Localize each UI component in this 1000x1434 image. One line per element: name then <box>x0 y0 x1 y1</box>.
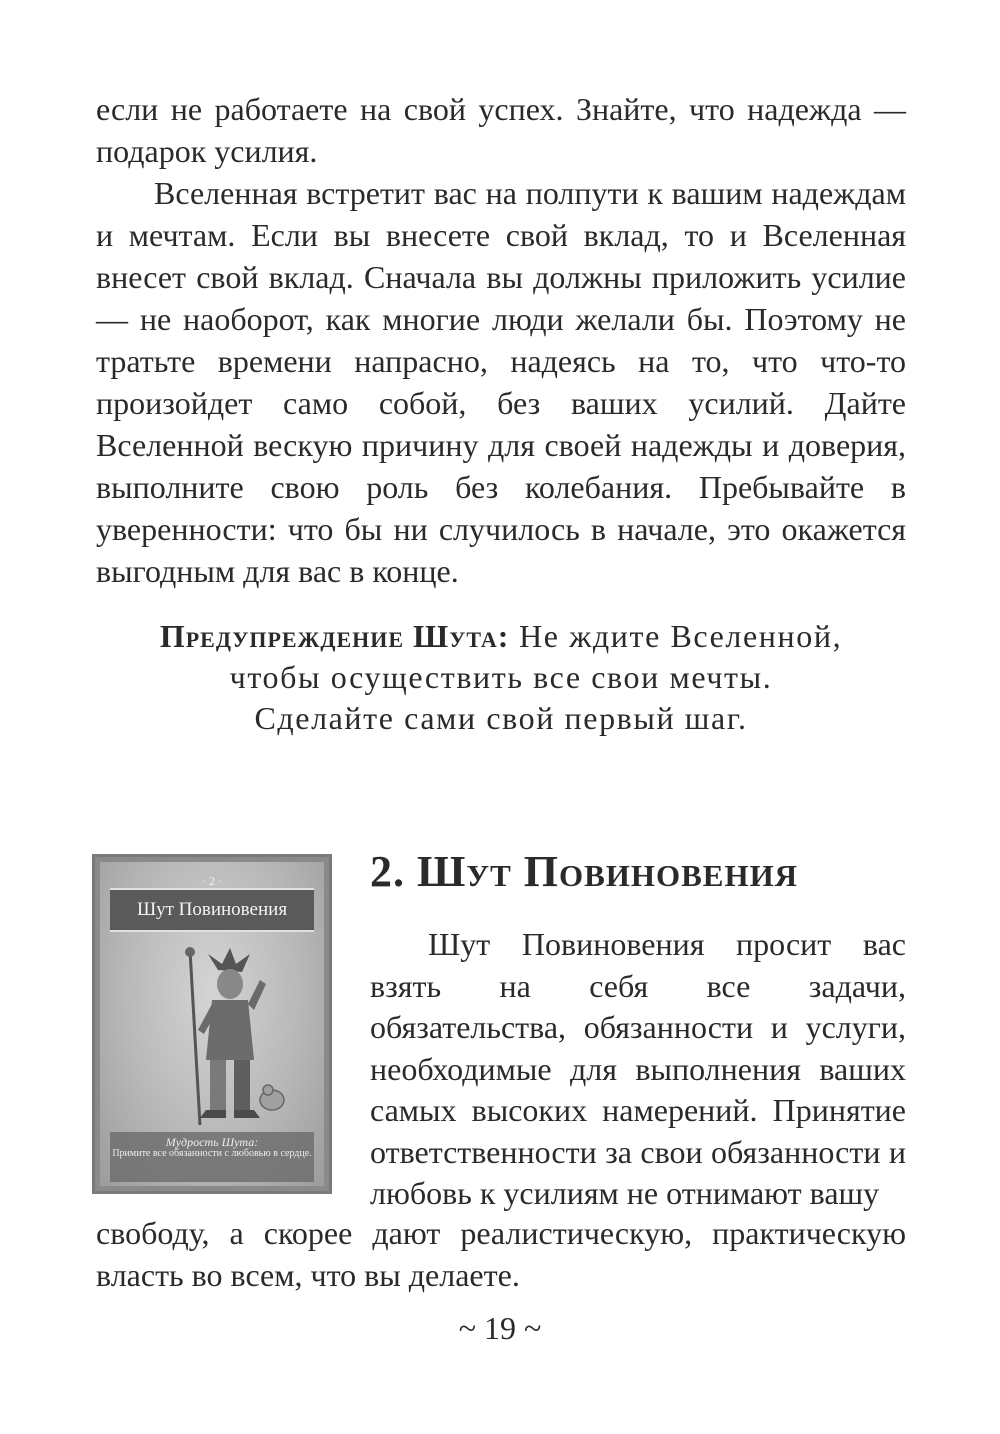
card-background <box>100 862 324 1186</box>
warning-line-2: чтобы осуществить все свои мечты. <box>229 659 773 695</box>
card-caption-text: Примите все обязанности с любовью в сердце. <box>112 1148 312 1159</box>
card-caption-label: Мудрость Шута: <box>165 1135 259 1149</box>
tarot-card-image <box>92 854 332 1194</box>
section-body <box>370 924 906 1215</box>
page-number: ~ 19 ~ <box>458 1310 542 1346</box>
warning-label: Предупреждение Шута: <box>159 618 510 654</box>
paragraph-2: Вселенная встретит вас на полпути к вашим надеждам и мечтам. Если вы внесете свой вклад, то и Вселенная внесет свой вклад. Сначала вы должны приложить усилие — не наоборот, как многие люди желали бы. Поэтому не тратьте времени напрасно, надеясь на то, что что-то произойдет само собой, без ваших усилий. Дайте Вселенной вескую причину для своей надежды и доверия, выполните свою роль без колебания. Пребывайте в уверенности: что бы ни случилось в начале, это окажется выгодным для вас в конце. <box>96 175 906 589</box>
card-caption <box>110 1132 314 1182</box>
section-body-continued: свободу, а скорее дают реалистическую, практическую власть во всем, что вы делаете. <box>96 1215 906 1293</box>
card-number: · 2 · <box>202 874 222 888</box>
jester-figure-icon <box>160 940 290 1130</box>
paragraph-1: если не работаете на свой успех. Знайте, что надежда — подарок усилия. <box>96 91 906 169</box>
warning-line-3: Сделайте сами свой первый шаг. <box>254 700 748 736</box>
section-body-text: Шут Повиновения просит вас взять на себя все задачи, обязательства, обязанности и услуги, необходимые для выполнения ваших самых высоких намерений. Принятие ответственности за свои обязанности и любовь к усилиям не отнимают вашу <box>370 926 906 1211</box>
fool-warning <box>96 616 906 739</box>
card-title: Шут Повиновения <box>136 899 288 920</box>
card-title-band <box>110 888 314 932</box>
section-heading: 2. Шут Повиновения <box>370 847 799 896</box>
warning-line-1: Не ждите Вселенной, <box>519 618 843 654</box>
